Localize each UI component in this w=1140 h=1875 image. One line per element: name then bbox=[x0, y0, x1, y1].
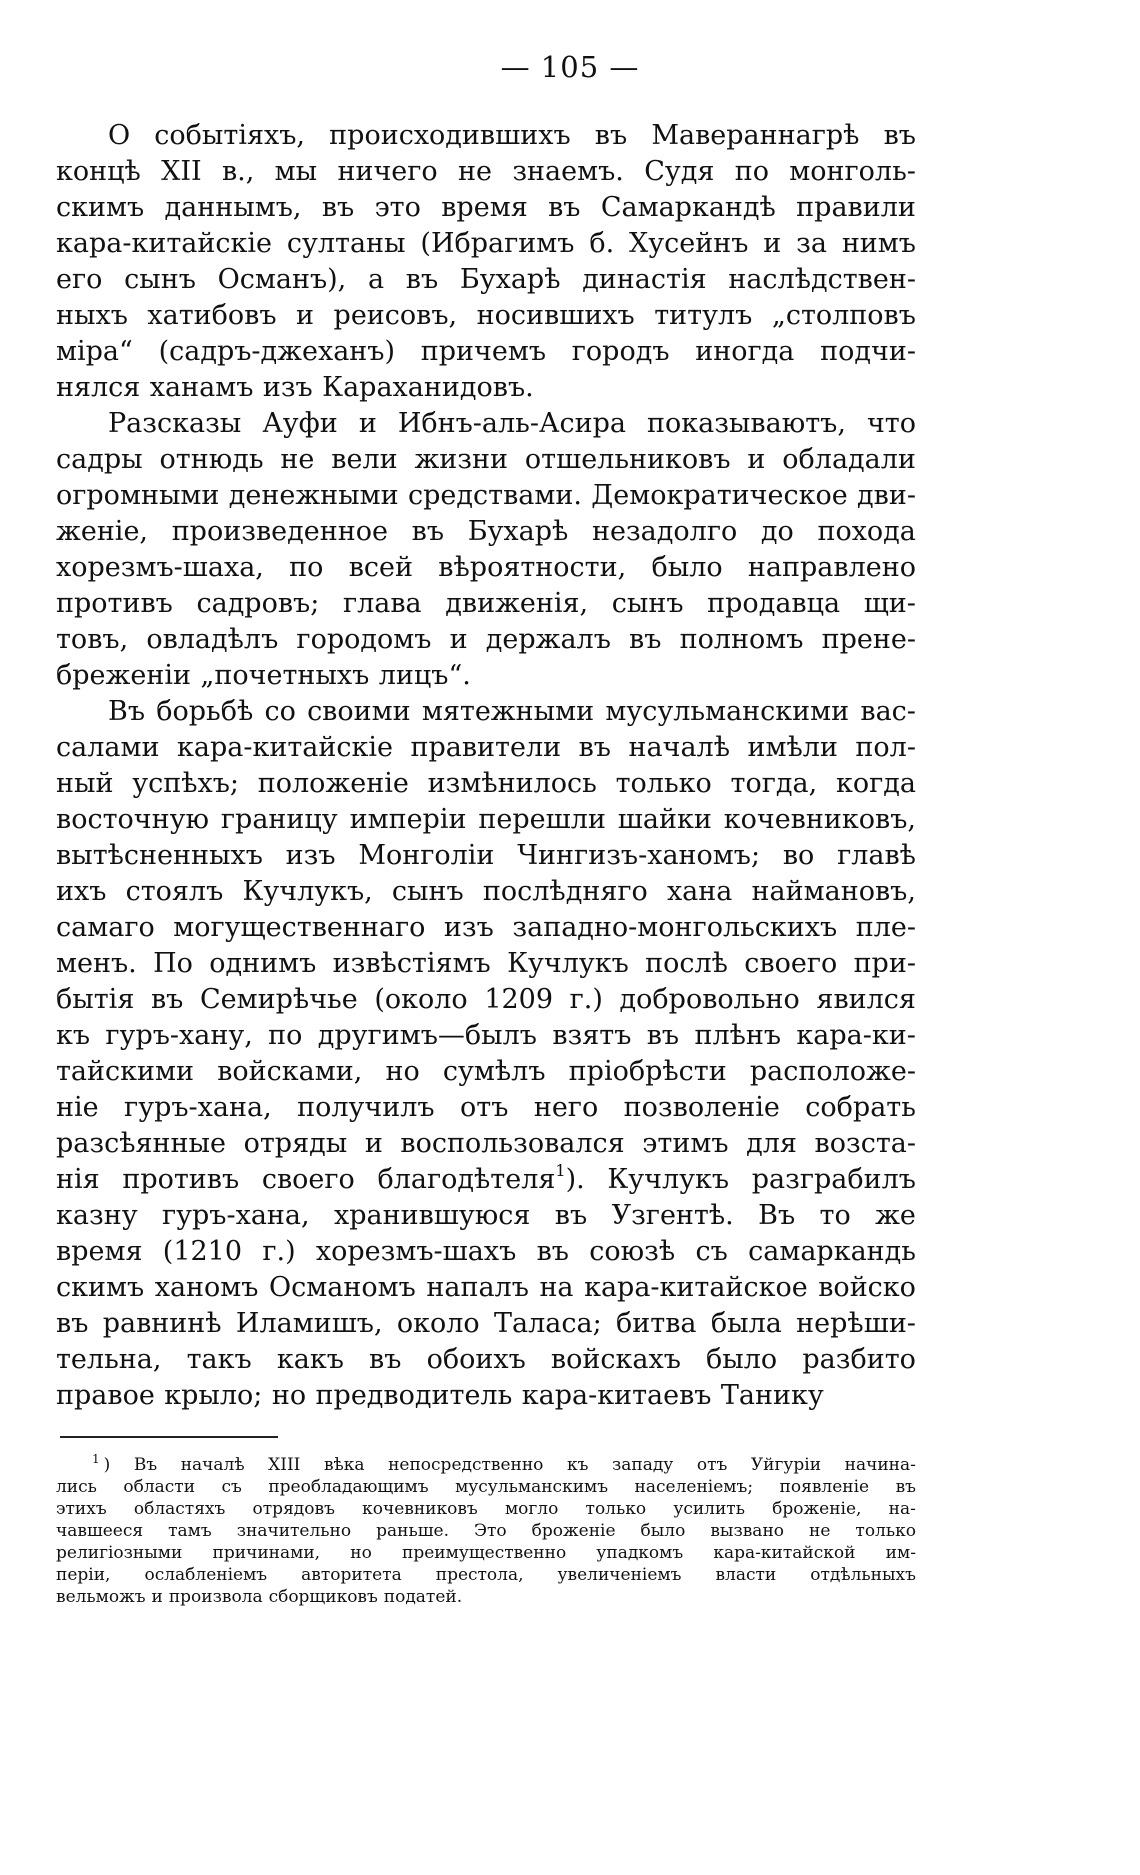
text-line: нія противъ своего благодѣтеля$^1$). Кучлукъ разграбилъ bbox=[56, 1161, 916, 1195]
text-line: концѣ XII в., мы ничего не знаемъ. Судя по монголь- bbox=[56, 156, 916, 187]
footnote-line: періи, ослабленіемъ авторитета престола, увеличеніемъ власти отдѣльныхъ bbox=[56, 1565, 916, 1585]
paragraph bbox=[56, 694, 916, 1414]
text-line: салами кара-китайскіе правители въ началѣ имѣли пол- bbox=[56, 732, 916, 763]
main-text bbox=[56, 118, 916, 1414]
text-line: восточную границу имперіи перешли шайки кочевниковъ, bbox=[56, 804, 916, 835]
text-line: садры отнюдь не вели жизни отшельниковъ и обладали bbox=[56, 444, 916, 475]
page-number: — 105 — bbox=[500, 50, 640, 84]
text-line: къ гуръ-хану, по другимъ—былъ взятъ въ плѣнъ кара-ки- bbox=[56, 1020, 916, 1051]
footnote-reference: 1 bbox=[555, 1161, 566, 1180]
text-line: тельна, такъ какъ въ обоихъ войскахъ было разбито bbox=[56, 1344, 916, 1375]
text-line: кара-китайскіе султаны (Ибрагимъ б. Хусейнъ и за нимъ bbox=[56, 228, 916, 259]
text-line: его сынъ Османъ), а въ Бухарѣ династія наслѣдствен- bbox=[56, 264, 916, 295]
text-line: бытія въ Семирѣчье (около 1209 г.) добровольно явился bbox=[56, 984, 916, 1015]
footnote-marker: 1 bbox=[92, 1452, 100, 1466]
text-line: огромными денежными средствами. Демократическое дви- bbox=[56, 480, 916, 511]
text-line: ніе гуръ-хана, получилъ отъ него позволеніе собрать bbox=[56, 1092, 916, 1123]
text-line: товъ, овладѣлъ городомъ и держалъ въ полномъ прене- bbox=[56, 624, 916, 655]
text-line: казну гуръ-хана, хранившуюся въ Узгентѣ. Въ то же bbox=[56, 1200, 916, 1231]
text-line: скимъ даннымъ, въ это время въ Самаркандѣ правили bbox=[56, 192, 916, 223]
text-line: ныхъ хатибовъ и реисовъ, носившихъ титулъ „столповъ bbox=[56, 300, 916, 331]
text-line: время (1210 г.) хорезмъ-шахъ въ союзѣ съ самаркандь bbox=[56, 1236, 916, 1267]
text-line: самаго могущественнаго изъ западно-монгольскихъ пле- bbox=[56, 912, 916, 943]
text-line: Разсказы Ауфи и Ибнъ-аль-Асира показываютъ, что bbox=[108, 408, 916, 439]
text-line: противъ садровъ; глава движенія, сынъ продавца щи- bbox=[56, 588, 916, 619]
text-line: бреженіи „почетныхъ лицъ“. bbox=[56, 660, 471, 691]
text-line: О событіяхъ, происходившихъ въ Мавераннагрѣ въ bbox=[108, 120, 916, 151]
text-line: женіе, произведенное въ Бухарѣ незадолго до похода bbox=[56, 516, 916, 547]
text-line: хорезмъ-шаха, по всей вѣроятности, было направлено bbox=[56, 552, 916, 583]
text-line: менъ. По однимъ извѣстіямъ Кучлукъ послѣ своего при- bbox=[56, 948, 916, 979]
text-line: вытѣсненныхъ изъ Монголіи Чингизъ-ханомъ; во главѣ bbox=[56, 840, 916, 871]
text-line: нялся ханамъ изъ Караханидовъ. bbox=[56, 372, 534, 403]
footnote-line: этихъ областяхъ отрядовъ кочевниковъ могло только усилить броженіе, на- bbox=[56, 1499, 916, 1519]
footnote bbox=[56, 1454, 916, 1608]
text-line: разсѣянные отряды и воспользовался этимъ для возста- bbox=[56, 1128, 916, 1159]
text-line: въ равнинѣ Иламишъ, около Таласа; битва была нерѣши- bbox=[56, 1308, 916, 1339]
text-line: міра“ (садръ-джеханъ) причемъ городъ иногда подчи- bbox=[56, 336, 916, 367]
text-line: тайскими войсками, но сумѣлъ пріобрѣсти расположе- bbox=[56, 1056, 916, 1087]
footnote-line: $^1$ ) Въ началѣ XIII вѣка непосредственно къ западу отъ Уйгуріи начина- bbox=[92, 1452, 916, 1475]
text-line: Въ борьбѣ со своими мятежными мусульманскими вас- bbox=[108, 696, 916, 727]
footnote-line: чавшееся тамъ значительно раньше. Это броженіе было вызвано не только bbox=[56, 1521, 916, 1541]
paragraph bbox=[56, 118, 916, 406]
text-line: скимъ ханомъ Османомъ напалъ на кара-китайское войско bbox=[56, 1272, 916, 1303]
paragraph bbox=[56, 406, 916, 694]
footnote-divider bbox=[60, 1436, 278, 1438]
text-line: ный успѣхъ; положеніе измѣнилось только тогда, когда bbox=[56, 768, 916, 799]
text-line: правое крыло; но предводитель кара-китаевъ Танику bbox=[56, 1380, 824, 1411]
footnote-line: религіозными причинами, но преимущественно упадкомъ кара-китайской им- bbox=[56, 1543, 916, 1563]
footnote-line: вельможъ и произвола сборщиковъ податей. bbox=[56, 1587, 463, 1607]
text-line: ихъ стоялъ Кучлукъ, сынъ послѣдняго хана наймановъ, bbox=[56, 876, 916, 907]
footnote-line: лись области съ преобладающимъ мусульманскимъ населеніемъ; появленіе въ bbox=[56, 1477, 916, 1497]
